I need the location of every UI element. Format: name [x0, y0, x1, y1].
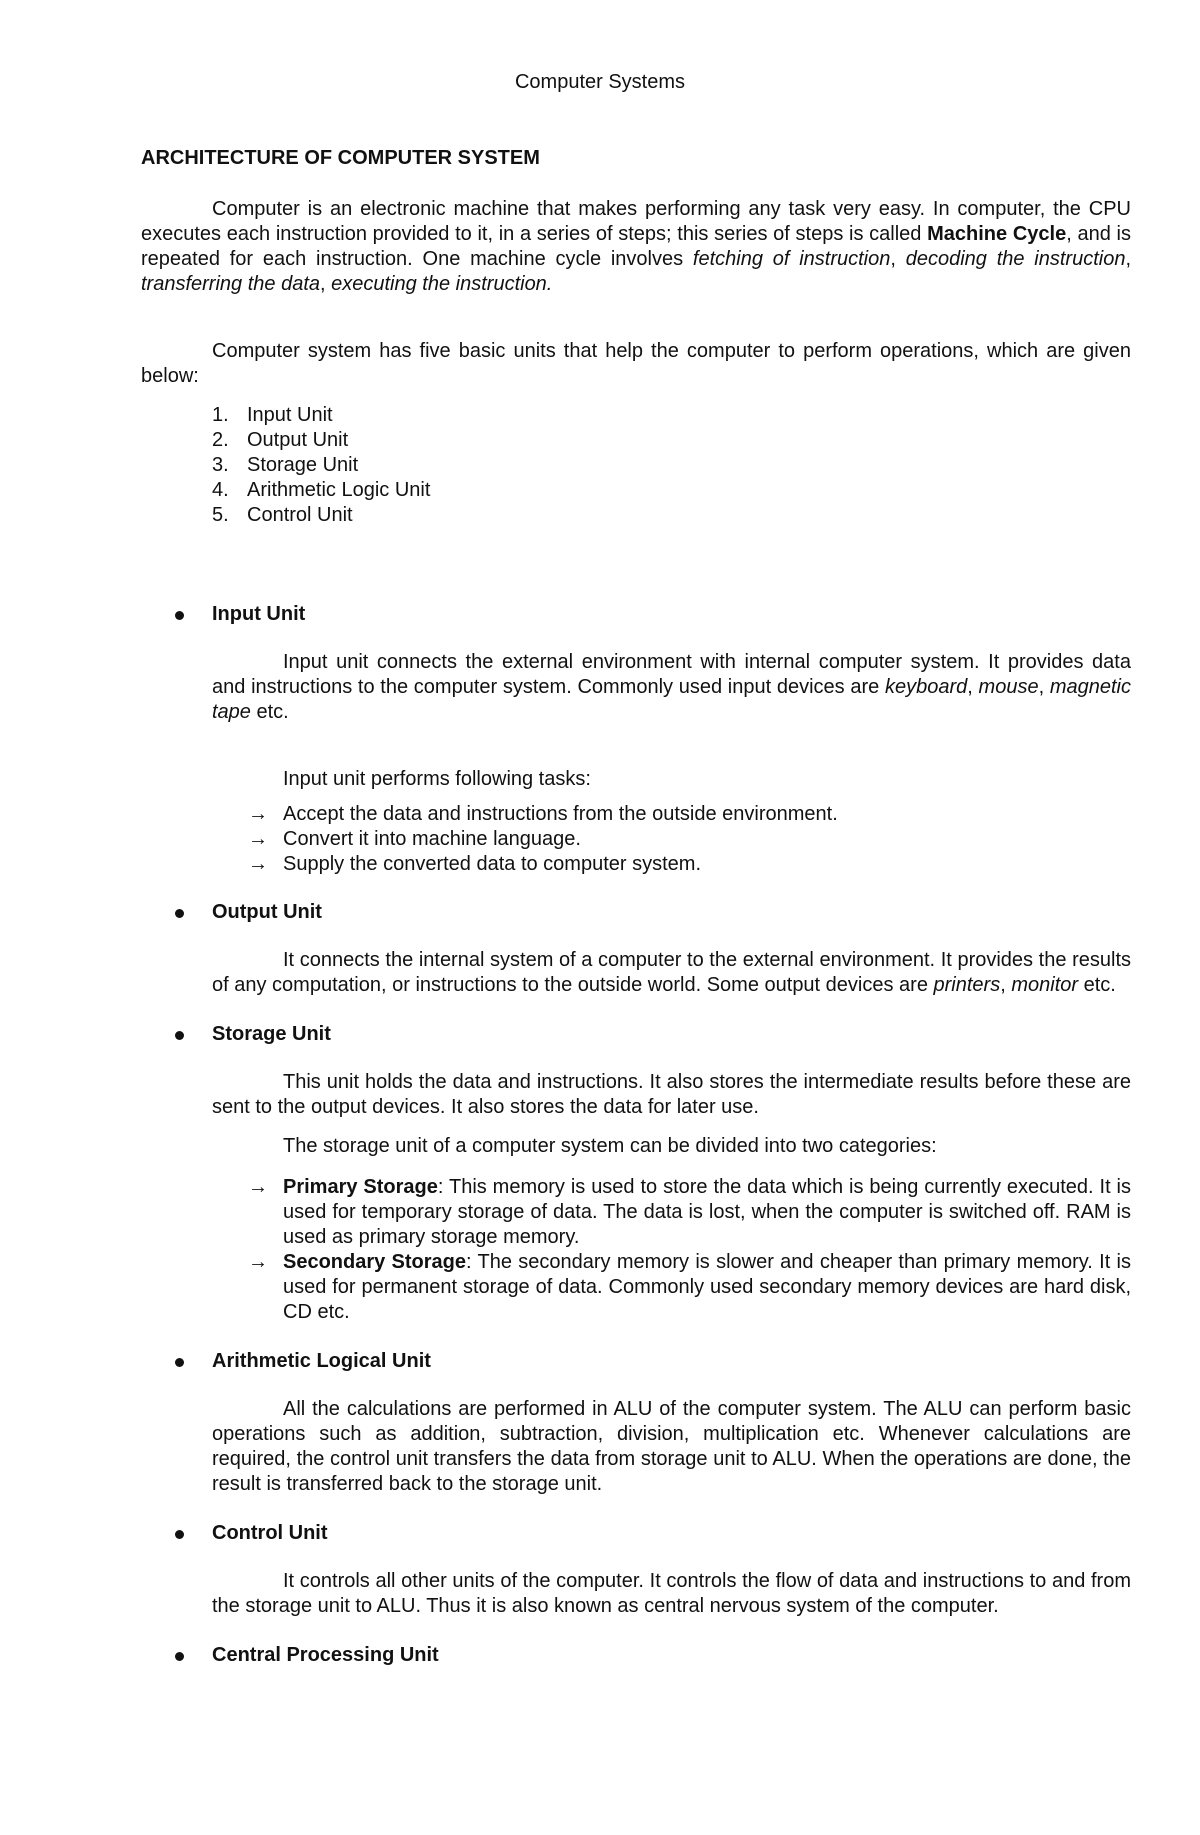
list-number: 2. [212, 429, 229, 451]
arrow-icon: → [248, 1251, 268, 1273]
primary-storage-text: : This memory is used to store the data which is being currently executed. It is used for temporary storage of data. The data is lost, when the computer is switched off. RAM is used as primary storage memory. [283, 1176, 1131, 1248]
bullet-icon [175, 611, 184, 620]
list-label: Output Unit [247, 429, 349, 451]
fetching-term: fetching of instruction [692, 248, 891, 270]
section-alu [141, 1349, 1131, 1497]
machine-cycle-term: Machine Cycle [927, 223, 1067, 245]
list-label: Arithmetic Logic Unit [247, 479, 431, 501]
output-text-b: etc. [1078, 974, 1116, 996]
section-title [141, 900, 1131, 925]
intro-sep: , [890, 248, 906, 270]
list-number: 1. [212, 404, 229, 426]
input-sep: , [1038, 676, 1050, 698]
section-title-text: Storage Unit [212, 1023, 331, 1045]
printers-term: printers [933, 974, 1001, 996]
section-cpu [141, 1643, 1131, 1668]
task-text: Supply the converted data to computer system. [283, 853, 701, 875]
intro-text-a: Computer is an electronic machine that makes performing any task very easy. In computer, the CPU executes each instruction provided to it, in a series of steps; this series of steps is called [141, 198, 1131, 245]
list-item [212, 827, 1131, 852]
bullet-icon [175, 1530, 184, 1539]
list-item [141, 403, 1131, 428]
list-item [141, 478, 1131, 503]
monitor-term: monitor [1011, 974, 1079, 996]
section-title [141, 1643, 1131, 1668]
list-item [212, 852, 1131, 877]
input-text-a: Input unit connects the external environment with internal computer system. It provides data and instructions to the computer system. Commonly used input devices are [212, 651, 1131, 698]
bullet-icon [175, 1031, 184, 1040]
output-unit-paragraph [212, 948, 1131, 998]
task-text: Accept the data and instructions from the outside environment. [283, 803, 838, 825]
list-label: Storage Unit [247, 454, 359, 476]
bullet-icon [175, 1358, 184, 1367]
section-control-unit [141, 1521, 1131, 1619]
input-tasks-list [212, 802, 1131, 877]
arrow-icon: → [248, 1176, 268, 1198]
section-title-text: Output Unit [212, 901, 322, 923]
executing-term: executing the instruction. [331, 273, 553, 295]
document-body [141, 146, 1131, 1691]
primary-storage-term: Primary Storage [283, 1176, 438, 1198]
list-item [212, 1250, 1131, 1325]
main-heading: ARCHITECTURE OF COMPUTER SYSTEM [141, 147, 540, 169]
intro-sep: , [320, 273, 332, 295]
bullet-icon [175, 909, 184, 918]
input-tasks-intro: Input unit performs following tasks: [283, 768, 591, 790]
list-item [212, 802, 1131, 827]
task-text: Convert it into machine language. [283, 828, 581, 850]
list-item [141, 503, 1131, 528]
section-title [141, 1349, 1131, 1374]
intro-sep: , [1125, 248, 1132, 270]
storage-categories-list [212, 1175, 1131, 1325]
section-title [141, 1022, 1131, 1047]
arrow-icon: → [248, 853, 268, 875]
section-input-unit [141, 602, 1131, 877]
arrow-icon: → [248, 803, 268, 825]
list-number: 4. [212, 479, 229, 501]
input-text-b: etc. [250, 701, 289, 723]
intro-paragraph-2: Computer system has five basic units that help the computer to perform operations, which are given below: [141, 340, 1131, 387]
control-unit-paragraph: It controls all other units of the computer. It controls the flow of data and instructions to and from the storage unit to ALU. Thus it is also known as central nervous system of the computer. [212, 1570, 1131, 1617]
list-item [141, 428, 1131, 453]
arrow-icon: → [248, 828, 268, 850]
magnetic-tape-term: magnetic tape [212, 676, 1131, 723]
list-label: Input Unit [247, 404, 333, 426]
keyboard-term: keyboard [885, 676, 968, 698]
transferring-term: transferring the data [141, 273, 320, 295]
section-title-text: Control Unit [212, 1522, 328, 1544]
list-label: Control Unit [247, 504, 353, 526]
section-title [141, 1521, 1131, 1546]
list-item [212, 1175, 1131, 1250]
units-list [141, 403, 1131, 528]
mouse-term: mouse [978, 676, 1039, 698]
section-storage-unit [141, 1022, 1131, 1325]
section-title [141, 602, 1131, 627]
input-unit-paragraph [212, 650, 1131, 725]
decoding-term: decoding the instruction [905, 248, 1126, 270]
section-title-text: Central Processing Unit [212, 1644, 439, 1666]
list-item [141, 453, 1131, 478]
list-number: 3. [212, 454, 229, 476]
page-header: Computer Systems [514, 71, 686, 93]
output-sep: , [1000, 974, 1012, 996]
alu-paragraph: All the calculations are performed in ALU of the computer system. The ALU can perform basic operations such as addition, subtraction, division, multiplication etc. Whenever calculations are required, the control unit transfers the data from storage unit to ALU. When the operations are done, the result is transferred back to the storage unit. [212, 1398, 1131, 1495]
list-number: 5. [212, 504, 229, 526]
storage-unit-paragraph-2: The storage unit of a computer system can be divided into two categories: [283, 1135, 937, 1157]
intro-text-b: , and is repeated for each instruction. One machine cycle involves [141, 223, 1131, 270]
section-title-text: Input Unit [212, 603, 306, 625]
output-text-a: It connects the internal system of a computer to the external environment. It provides the results of any computation, or instructions to the outside world. Some output devices are [212, 949, 1131, 996]
section-output-unit [141, 900, 1131, 998]
input-sep: , [967, 676, 979, 698]
section-title-text: Arithmetic Logical Unit [212, 1350, 431, 1372]
storage-unit-paragraph-1: This unit holds the data and instructions. It also stores the intermediate results before these are sent to the output devices. It also stores the data for later use. [212, 1071, 1131, 1118]
intro-paragraph-1 [141, 197, 1131, 297]
secondary-storage-term: Secondary Storage [283, 1251, 467, 1273]
bullet-icon [175, 1652, 184, 1661]
secondary-storage-text: : The secondary memory is slower and cheaper than primary memory. It is used for permanent storage of data. Commonly used secondary memory devices are hard disk, CD etc. [283, 1251, 1132, 1323]
